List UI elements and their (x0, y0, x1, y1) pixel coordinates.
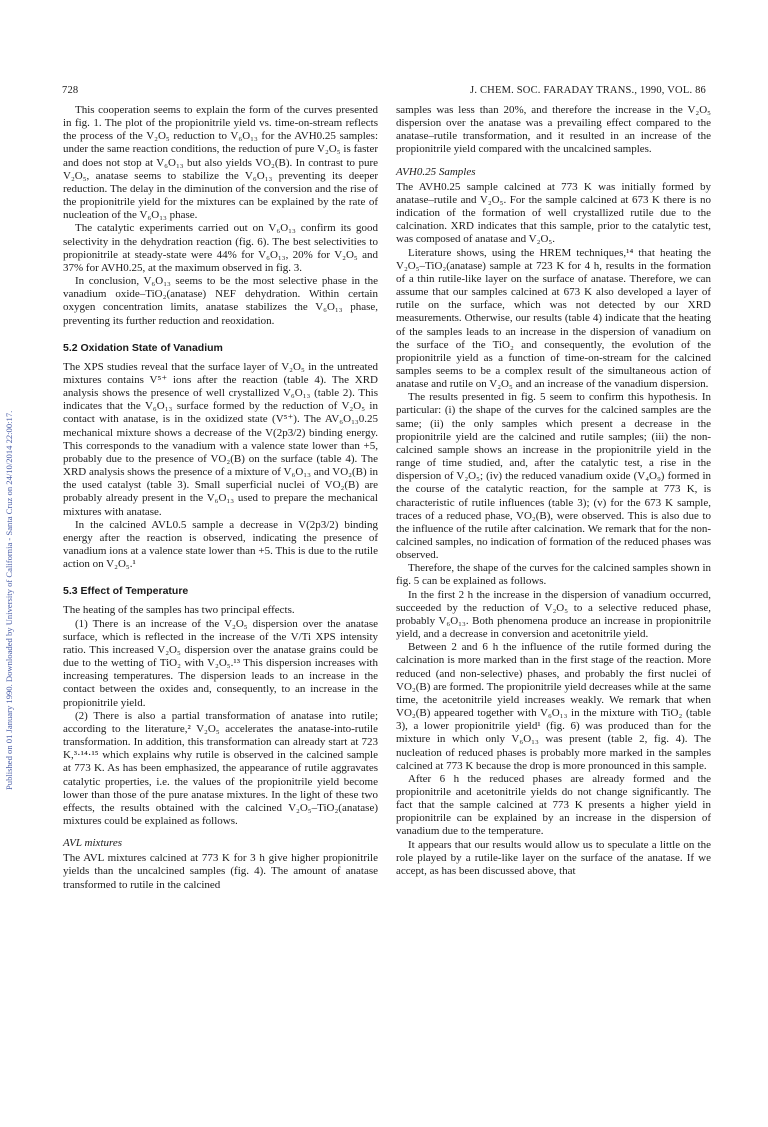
paragraph: In the first 2 h the increase in the dispersion of vanadium occurred, succeeded by the reduction of V₂O₅ to a selective reduced phase, probably V₆O₁₃. Both phenomena produce an increase in propionitrile yield, and a decrease in conversion and acetonitrile yield. (396, 588, 711, 641)
paragraph: The XPS studies reveal that the surface layer of V₂O₅ in the untreated mixtures contains V⁵⁺ ions after the reaction (table 4). The XRD analysis shows the presence of well crystallized V₆O₁₃ (table 2). This indicates that the V₆O₁₃ surface formed by the reduction of V₂O₅ in contact with anatase, is in the oxidized state (V⁵⁺). The AV₆O₁₃0.25 mechanical mixture shows a decrease of the V(2p3/2) binding energy. This corresponds to the vanadium with a valence state lower than +5, probably due to the presence of VO₂(B) on the surface (table 4). The XRD analysis shows the presence of a mixture of V₆O₁₃ and VO₂(B) in the used catalyst (table 3). Small superficial nuclei of VO₂(B) are probably already present in the V₆O₁₃ used to prepare the mechanical mixtures with anatase. (63, 360, 378, 518)
page-header (62, 85, 706, 101)
paragraph: After 6 h the reduced phases are already formed and the propionitrile and acetonitrile yields do not change significantly. The fact that the sample calcined at 773 K presents a higher yield in propionitrile can be explained by an increase in the dispersion of vanadium due to the temperature. (396, 772, 711, 838)
paragraph: Therefore, the shape of the curves for the calcined samples shown in fig. 5 can be explained as follows. (396, 562, 711, 588)
right-column (396, 104, 711, 878)
paragraph: It appears that our results would allow us to speculate a little on the role played by a rutile-like layer on the surface of the anatase. If we accept, as has been discussed above, that (396, 838, 711, 877)
subsection-heading-avl: AVL mixtures (63, 837, 123, 850)
paragraph: This cooperation seems to explain the form of the curves presented in fig. 1. The plot of the propionitrile yield vs. time-on-stream reflects the process of the V₂O₅ reduction to V₆O₁₃ for the AVH0.25 samples: under the same reaction conditions, the reduction of pure V₂O₅ is faster and does not stop at V₆O₁₃ but also yields VO₂(B). In contrast to pure V₂O₅, anatase seems to stabilize the V₆O₁₃ preventing its deeper reduction. The delay in the diminution of the conversion and the rise of the propionitrile yield for the mixtures can be explained by the rate of nucleation of the V₆O₁₃ phase. (63, 104, 378, 222)
paragraph: Literature shows, using the HREM techniques,¹⁴ that heating the V₂O₅–TiO₂(anatase) sample at 723 K for 4 h, results in the formation of a thin rutile-like layer on the surface of anatase. Therefore, we can assume that our samples calcined at 673 K also developed a layer of rutile on the surface, which was not detected by our XRD measurements. Otherwise, our results (table 4) indicate that the heating of the samples leads to an increase in the dispersion of vanadium on the surface of the TiO₂ and consequently, the evolution of the propionitrile yield as a function of time-on-stream for the calcined samples seems to be a complex result of the simultaneous action of anatase and rutile on V₂O₅ and an increase of the vanadium dispersion. (396, 246, 711, 391)
paragraph: The AVH0.25 sample calcined at 773 K was initially formed by anatase–rutile and V₂O₅. For the sample calcined at 673 K there is no indication of the formation of well crystallized rutile due to the calcination. XRD indicates that this sample, prior to the catalytic test, was composed of anatase and V₂O₅. (396, 180, 711, 246)
page-number: 728 (62, 85, 79, 96)
paragraph: In the calcined AVL0.5 sample a decrease in V(2p3/2) binding energy after the reaction is observed, indicating the presence of vanadium ions at a valence state lower than +5. This is due to the rutile action on V₂O₅.¹ (63, 518, 378, 571)
paragraph: The catalytic experiments carried out on V₆O₁₃ confirm its good selectivity in the dehydration reaction (fig. 6). The best selectivities to propionitrile at steady-state were 44% for V₆O₁₃, 20% for V₂O₅ and 37% for AVH0.25, at the maximum observed in fig. 3. (63, 222, 378, 274)
paragraph: The heating of the samples has two principal effects. (63, 604, 295, 617)
section-heading-temperature: 5.3 Effect of Temperature (63, 585, 189, 598)
paragraph: The AVL mixtures calcined at 773 K for 3 h give higher propionitrile yields than the uncalcined samples (fig. 4). The amount of anatase transformed to rutile in the calcined (63, 852, 378, 891)
subsection-heading-avh: AVH0.25 Samples (396, 165, 476, 178)
paragraph: (1) There is an increase of the V₂O₅ dispersion over the anatase surface, which is reflected in the increase of the V/Ti XPS intensity ratio. This increased V₂O₅ dispersion over the anatase grains could be due to the wetting of TiO₂ with V₂O₅.¹³ This dispersion increases with increasing temperatures. The dispersion leads to an increase in the contact between the oxides and, consequently, to an increase in the propionitrile yield. (63, 617, 378, 709)
paragraph: The results presented in fig. 5 seem to confirm this hypothesis. In particular: (i) the shape of the curves for the calcined samples are the same; (ii) the only samples which present a decrease in the propionitrile yield are the calcined and rutile samples; (iii) the non-calcined sample shows an increase in the propionitrile yield in the range of time studied, and, after the catalytic test, a rise in the dispersion of V₂O₅; (iv) the reduced vanadium oxide (V₄O₉) formed in the course of the catalytic reaction, for the sample at 773 K, is characteristic of rutile influences (table 3); (v) for the 673 K sample, traces of a reduced phase, VO₂(B), were observed. This is also due to the influence of the rutile after calcination. We remark that for the non-calcined samples, no indication of formation of the reduced phases was observed. (396, 391, 711, 562)
left-column (63, 104, 378, 892)
paragraph: Between 2 and 6 h the influence of the rutile formed during the calcination is more marked than in the first stage of the reaction. More reduced (and non-selective) phases, and probably the first nuclei of VO₂(B) are formed. The propionitrile yield decreases while at the same time, the acetonitrile yield increases weakly. We remark that when VO₂(B) appeared together with V₆O₁₃ in the mixture with TiO₂ (table 3), a lower propionitrile yield¹ (fig. 6) was produced than for the mixture in which only V₆O₁₃ was present (table 2, fig. 4). The nucleation of reduced phases is probably more marked in the samples calcined at 773 K because the drop is more pronounced in this sample. (396, 641, 711, 772)
paragraph: (2) There is also a partial transformation of anatase into rutile; according to the literature,² V₂O₅ accelerates the anatase-into-rutile transformation. In addition, this transformation can already start at 723 K,³·¹⁴·¹⁵ which explains why rutile is observed in the calcined sample at 773 K. As has been emphasized, the appearance of rutile aggravates catalytic properties, i.e. the values of the propionitrile yield become lower than those of the pure anatase mixtures. In the light of these two effects, the results obtained with the calcined V₂O₅–TiO₂(anatase) mixtures could be explained as follows. (63, 709, 378, 827)
journal-running-title: J. CHEM. SOC. FARADAY TRANS., 1990, VOL. 86 (470, 85, 706, 96)
paragraph: In conclusion, V₆O₁₃ seems to be the most selective phase in the vanadium oxide–TiO₂(anatase) NEF dehydration. Within certain oxygen concentration limits, anatase stabilizes the V₆O₁₃ phase, preventing its further reduction and reoxidation. (63, 275, 378, 327)
section-heading-oxidation-state: 5.2 Oxidation State of Vanadium (63, 341, 223, 354)
download-watermark-text: Published on 01 January 1990. Downloaded by University of California - Santa Cruz on 24/10/2014 22:00:17. (4, 410, 14, 790)
paragraph: samples was less than 20%, and therefore the increase in the V₂O₅ dispersion over the anatase was a prevailing effect compared to the anatase–rutile transformation, and it resulted in an increase of the propionitrile yield compared with the uncalcined samples. (396, 104, 711, 156)
download-watermark (4, 150, 18, 790)
